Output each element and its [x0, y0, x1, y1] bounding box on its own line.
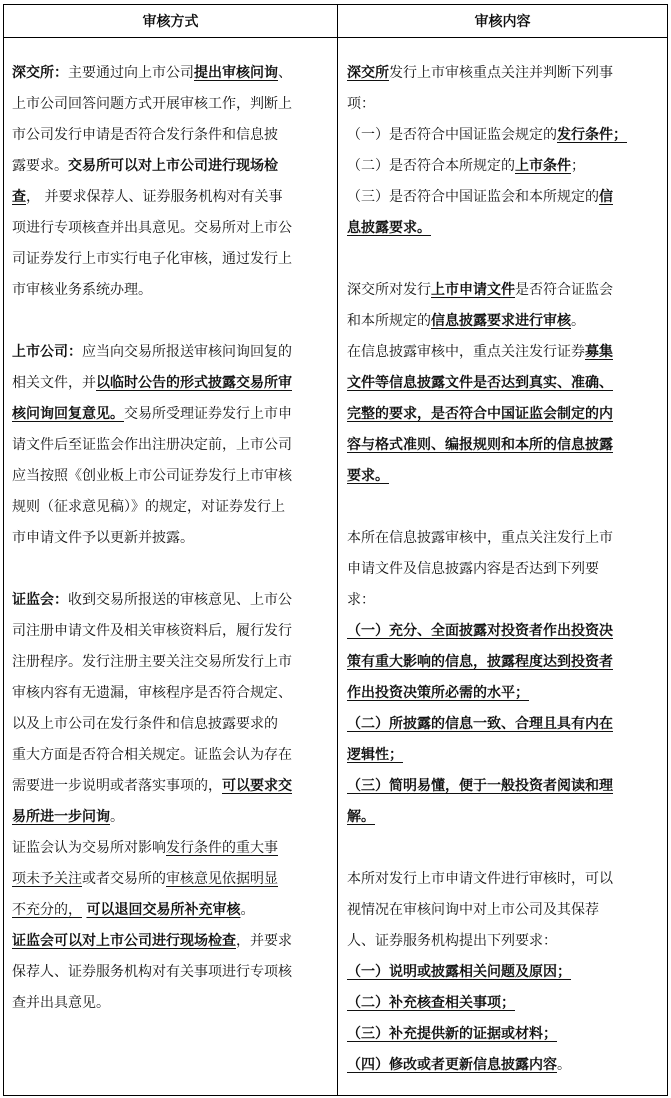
- text-line: [12, 988, 329, 1019]
- listed-company-paragraph: [12, 337, 329, 554]
- emphasis-text: 证监会：: [12, 592, 68, 608]
- text-line: [347, 988, 661, 1019]
- text-line: [12, 709, 329, 740]
- body-text: 需要进一步说明或者落实事项的，: [12, 778, 222, 794]
- emphasis-text: 息披露要求。: [347, 220, 431, 236]
- text-line: [12, 461, 329, 492]
- text-line: [12, 895, 329, 926]
- text-line: [347, 1050, 661, 1081]
- body-text: 项进行专项核查并出具意见。交易所对上市公: [12, 220, 292, 236]
- text-line: [347, 275, 661, 306]
- text-line: [347, 585, 661, 616]
- emphasis-text: （一）充分、全面披露对投资者作出投资决: [347, 623, 613, 639]
- emphasis-text: 核问询回复意见。: [12, 406, 124, 422]
- body-text: 项：: [347, 96, 375, 112]
- body-text: ， 并要求保荐人、证券服务机构对有关事: [26, 189, 283, 205]
- disclosure-review-paragraph: [347, 275, 661, 492]
- text-line: [347, 647, 661, 678]
- text-line: [347, 120, 661, 151]
- emphasis-text: 完整的要求，是否符合中国证监会制定的内: [347, 406, 613, 422]
- paragraph-spacer: [347, 244, 661, 275]
- emphasis-text: 可以要求交: [222, 778, 292, 794]
- text-line: [347, 926, 661, 957]
- text-line: [12, 399, 329, 430]
- body-text: 审核内容有无遗漏，审核程序是否符合规定、: [12, 685, 292, 701]
- emphasis-text: 可以退回交易所补充审核: [86, 902, 241, 918]
- csrc-paragraph: [12, 585, 329, 1019]
- text-line: [347, 213, 661, 244]
- body-text: 主要通过向上市公司: [68, 65, 194, 81]
- review-content-cell: [338, 38, 668, 1096]
- emphasis-text: 查: [12, 189, 26, 205]
- text-line: [12, 213, 329, 244]
- body-text: 应当向交易所报送审核问询回复的: [82, 344, 292, 360]
- body-text: （三）是否符合中国证监会和本所规定的: [347, 189, 599, 205]
- body-text: 项未予关注: [12, 871, 82, 887]
- emphasis-text: 证监会可以对上市公司进行现场检查: [12, 933, 236, 949]
- body-text: （一）是否符合中国证监会规定的: [347, 127, 557, 143]
- emphasis-text: 解。: [347, 809, 375, 825]
- text-line: [347, 864, 661, 895]
- body-text: 人、证券服务机构提出下列要求：: [347, 933, 557, 949]
- review-method-text: [12, 58, 329, 1019]
- text-line: [347, 430, 661, 461]
- text-line: [347, 895, 661, 926]
- review-content-text: [347, 58, 661, 1081]
- text-line: [12, 244, 329, 275]
- body-text: 上市公司回答问题方式开展审核工作，判断上: [12, 96, 292, 112]
- body-text: 。: [240, 902, 255, 918]
- body-text: 重大方面是否符合相关规定。证监会认为存在: [12, 747, 292, 763]
- text-line: [12, 182, 329, 213]
- text-line: [347, 182, 661, 213]
- text-line: [347, 461, 661, 492]
- text-line: [347, 771, 661, 802]
- emphasis-text: 信: [599, 189, 613, 205]
- text-line: [347, 368, 661, 399]
- text-line: [347, 89, 661, 120]
- emphasis-text: 上市申请文件: [431, 282, 515, 298]
- emphasis-text: 深交所: [347, 65, 389, 81]
- text-line: [12, 957, 329, 988]
- body-text: 在信息披露审核中，重点关注发行证券: [347, 344, 585, 360]
- body-text: 、: [278, 65, 292, 81]
- text-line: [12, 678, 329, 709]
- paragraph-spacer: [12, 306, 329, 337]
- emphasis-text: 发行条件；: [557, 127, 627, 143]
- body-text: 视情况在审核问询中对上市公司及其保荐: [347, 902, 599, 918]
- body-text: 。: [571, 313, 585, 329]
- body-text: 申请文件及信息披露内容是否达到下列要: [347, 561, 599, 577]
- text-line: [12, 89, 329, 120]
- text-line: [347, 740, 661, 771]
- text-line: [12, 275, 329, 306]
- text-line: [347, 337, 661, 368]
- emphasis-text: （四）修改或者更新信息披露内容: [347, 1057, 557, 1073]
- text-line: [347, 802, 661, 833]
- paragraph-spacer: [347, 492, 661, 523]
- body-text: 。: [557, 1057, 571, 1073]
- emphasis-text: 上市条件: [515, 158, 571, 174]
- emphasis-text: 作出投资决策所必需的水平；: [347, 685, 529, 701]
- emphasis-text: （三）补充提供新的证据或材料；: [347, 1026, 557, 1042]
- review-comparison-table: [3, 4, 668, 1096]
- body-text: 是否符合证监会: [515, 282, 613, 298]
- emphasis-text: 募集: [585, 344, 613, 360]
- body-text: 规则（征求意见稿）》的规定，对证券发行上: [12, 499, 285, 515]
- body-text: 司证券发行上市实行电子化审核，通过发行上: [12, 251, 292, 267]
- text-line: [347, 678, 661, 709]
- body-text: 应当按照《创业板上市公司证券发行上市审核: [12, 468, 292, 484]
- body-text: 和本所规定的: [347, 313, 431, 329]
- body-text: 证监会认为交易所对影响: [12, 840, 166, 856]
- body-text: 司注册申请文件及相关审核资料后，履行发行: [12, 623, 292, 639]
- body-text: 露要求。: [12, 158, 68, 174]
- text-line: [12, 523, 329, 554]
- text-line: [12, 337, 329, 368]
- paragraph-spacer: [12, 554, 329, 585]
- body-text: 市审核业务系统办理。: [12, 282, 152, 298]
- body-text: ，并要求: [236, 933, 292, 949]
- body-text: 求：: [347, 592, 375, 608]
- emphasis-text: 信息披露要求进行审核: [431, 313, 571, 329]
- text-line: [12, 926, 329, 957]
- text-line: [12, 585, 329, 616]
- body-text: 本所对发行上市申请文件进行审核时，可以: [347, 871, 613, 887]
- text-line: [12, 771, 329, 802]
- body-text: 。: [110, 809, 124, 825]
- emphasis-text: 交易所可以对上市公司进行现场检: [68, 158, 278, 174]
- text-line: [347, 151, 661, 182]
- body-text: 以及上市公司在发行条件和信息披露要求的: [12, 716, 278, 732]
- text-line: [12, 120, 329, 151]
- szse-focus-paragraph: [347, 58, 661, 244]
- disclosure-standards-paragraph: [347, 523, 661, 833]
- text-line: [347, 306, 661, 337]
- body-text: 请文件后至证监会作出注册决定前，上市公司: [12, 437, 292, 453]
- emphasis-text: 逻辑性；: [347, 747, 403, 763]
- emphasis-text: 策有重大影响的信息，披露程度达到投资者: [347, 654, 613, 670]
- body-text: 市申请文件予以更新并披露。: [12, 530, 194, 546]
- body-text: 不充分的，: [12, 902, 82, 918]
- emphasis-text: 提出审核问询: [194, 65, 278, 81]
- text-line: [12, 151, 329, 182]
- body-text: 发行上市审核重点关注并判断下列事: [389, 65, 613, 81]
- text-line: [347, 58, 661, 89]
- body-text: 查并出具意见。: [12, 995, 110, 1011]
- text-line: [12, 864, 329, 895]
- body-text: 或者交易所的: [82, 871, 166, 887]
- emphasis-text: （一）说明或披露相关问题及原因；: [347, 964, 571, 980]
- emphasis-text: 上市公司：: [12, 344, 82, 360]
- text-line: [12, 802, 329, 833]
- emphasis-text: 以临时公告的形式披露交易所审: [96, 375, 292, 391]
- text-line: [12, 492, 329, 523]
- emphasis-text: （二）补充核查相关事项；: [347, 995, 515, 1011]
- text-line: [12, 740, 329, 771]
- body-text: 相关文件，并: [12, 375, 96, 391]
- body-text: 发行条件的重大事: [166, 840, 278, 856]
- emphasis-text: 文件等信息披露文件是否达到真实、准确、: [347, 375, 613, 391]
- szse-paragraph: [12, 58, 329, 306]
- paragraph-spacer: [347, 833, 661, 864]
- emphasis-text: （二）所披露的信息一致、合理且具有内在: [347, 716, 613, 732]
- header-review-method: 审核方式: [4, 5, 338, 38]
- body-text: 审核意见依据明显: [166, 871, 278, 887]
- header-review-content: 审核内容: [338, 5, 668, 38]
- body-text: （二）是否符合本所规定的: [347, 158, 515, 174]
- text-line: [347, 1019, 661, 1050]
- body-text: 注册程序。发行注册主要关注交易所发行上市: [12, 654, 292, 670]
- emphasis-text: 易所进一步问询: [12, 809, 110, 825]
- text-line: [347, 554, 661, 585]
- text-line: [12, 430, 329, 461]
- body-text: 保荐人、证券服务机构对有关事项进行专项核: [12, 964, 292, 980]
- body-text: 收到交易所报送的审核意见、上市公: [68, 592, 292, 608]
- header-row: [4, 5, 668, 38]
- text-line: [12, 368, 329, 399]
- body-text: ；: [571, 158, 585, 174]
- body-text: 深交所对发行: [347, 282, 431, 298]
- body-row: [4, 38, 668, 1096]
- text-line: [12, 616, 329, 647]
- emphasis-text: 容与格式准则、编报规则和本所的信息披露: [347, 437, 613, 453]
- inquiry-requirements-paragraph: [347, 864, 661, 1081]
- text-line: [347, 523, 661, 554]
- emphasis-text: 要求。: [347, 468, 389, 484]
- emphasis-text: （三）简明易懂，便于一般投资者阅读和理: [347, 778, 613, 794]
- text-line: [12, 647, 329, 678]
- text-line: [347, 957, 661, 988]
- text-line: [347, 616, 661, 647]
- text-line: [347, 399, 661, 430]
- emphasis-text: 深交所：: [12, 65, 68, 81]
- body-text: 本所在信息披露审核中，重点关注发行上市: [347, 530, 613, 546]
- text-line: [347, 709, 661, 740]
- text-line: [12, 58, 329, 89]
- text-line: [12, 833, 329, 864]
- body-text: 交易所受理证券发行上市申: [124, 406, 292, 422]
- review-method-cell: [4, 38, 338, 1096]
- body-text: 市公司发行申请是否符合发行条件和信息披: [12, 127, 278, 143]
